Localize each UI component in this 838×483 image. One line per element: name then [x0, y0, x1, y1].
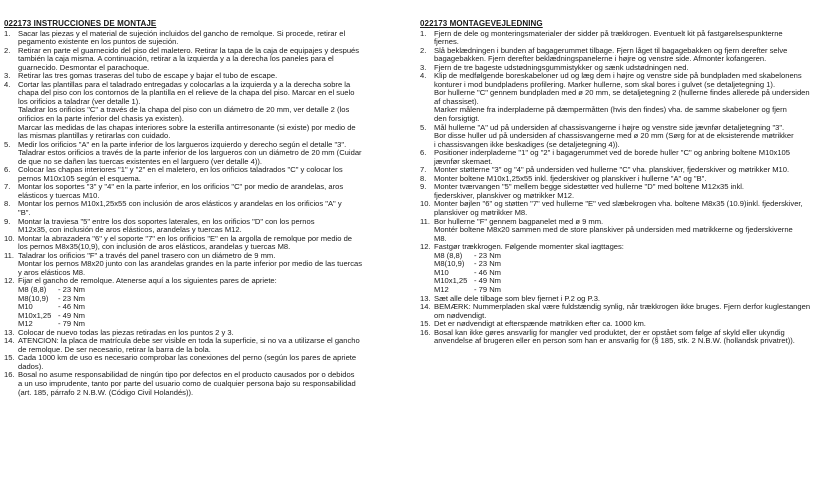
step-number: 13. — [4, 327, 15, 337]
step-item — [4, 47, 412, 73]
step-number: 8. — [4, 199, 11, 209]
torque-bolt: M8 (8,8) — [434, 250, 463, 260]
step-text-line: los orificios a taladrar (ver detalle 1). — [18, 96, 141, 106]
step-text-line: den forsigtigt. — [434, 114, 480, 124]
step-number: 7. — [4, 182, 11, 192]
step-text-line: Sacar las piezas y el material de sujeción incluidos del gancho de remolque. Si procede, retirar el — [18, 28, 346, 38]
step-text-line: Taladrar los orificios "F" a través del panel trasero con un diámetro de 9 mm. — [18, 250, 276, 260]
step-item — [420, 183, 835, 200]
step-text-line: dados). — [18, 361, 44, 371]
step-text-line: Fijar el gancho de remolque. Atenerse aquí a los siguientes pares de apriete: — [18, 276, 277, 286]
step-item — [4, 354, 412, 371]
step-number: 11. — [4, 250, 14, 260]
step-text-line: fjederskiver, planskiver og møtrikker M12. — [434, 190, 575, 200]
step-text-line: (art. 185, párrafo 2 N.B.W. (Código Civil Holandés)). — [18, 387, 194, 397]
step-text-line: de que no se dañen las tuercas existentes en el larguero (ver detalle 4)). — [18, 156, 262, 166]
step-number: 7. — [420, 165, 427, 175]
step-item — [4, 200, 412, 217]
step-text-line: Colocar las chapas interiores "1" y "2" en el maletero, en los orificios taladrados "C" y colocar los — [18, 165, 343, 175]
step-item — [4, 277, 412, 328]
step-item — [4, 183, 412, 200]
step-text-line: Klip de medfølgende boreskabeloner ud og læg dem i højre og venstre side på bundpladen med skabelonens — [434, 71, 802, 81]
step-text-line: Fastgør trækkrogen. Følgende momenter skal iagttages: — [434, 242, 624, 252]
torque-value: - 23 Nm — [474, 259, 502, 269]
step-text-line: Medir los orificios "A" en la parte inferior de los largueros izquierdo y derecho según el detalle "3". — [18, 139, 347, 149]
step-text-line: pernos M10x105 según el esquema. — [18, 173, 141, 183]
danish-steps-list — [420, 30, 835, 346]
torque-bolt: M10 — [434, 267, 449, 277]
torque-bolt: M10x1,25 — [434, 276, 468, 286]
step-text-line: Montar la abrazadera "6" y el soporte "7" en los orificios "E" en la argolla de remolque por medio de — [18, 233, 353, 243]
step-text-line: om nødvendigt. — [434, 310, 487, 320]
step-number: 2. — [420, 45, 427, 55]
spanish-instructions-column — [4, 20, 412, 397]
step-text-line: Montér boltene M8x20 sammen med de store planskiver på undersiden med møtrikkerne og fjederskiverne — [434, 225, 793, 235]
step-text-line: los pernos M8x35(10,9), con inclusión de aros elásticos, arandelas y tuercas M8. — [18, 242, 291, 252]
step-number: 2. — [4, 45, 11, 55]
step-number: 10. — [4, 233, 15, 243]
torque-value: - 23 Nm — [474, 250, 502, 260]
step-text-line: Montar los pernos M8x20 junto con las arandelas grandes en la parte inferior por medio de las tuercas — [18, 259, 363, 269]
torque-value: - 49 Nm — [58, 310, 86, 320]
step-number: 14. — [420, 302, 431, 312]
step-number: 4. — [420, 71, 427, 81]
step-item — [420, 124, 835, 150]
step-number: 11. — [420, 216, 430, 226]
torque-bolt: M10 — [18, 302, 33, 312]
torque-value: - 23 Nm — [58, 293, 86, 303]
step-item — [4, 235, 412, 252]
step-number: 3. — [4, 71, 11, 81]
step-text-line: fjernes. — [434, 37, 459, 47]
step-number: 9. — [420, 182, 427, 192]
step-text-line: elásticos y tuercas M10. — [18, 190, 100, 200]
step-number: 16. — [4, 370, 15, 380]
step-text-line: orificios en la parte inferior del chasis ya existen). — [18, 114, 184, 124]
step-number: 1. — [420, 28, 427, 38]
step-text-line: Colocar de nuevo todas las piezas retiradas en los puntos 2 y 3. — [18, 327, 234, 337]
step-number: 13. — [420, 293, 431, 303]
step-text-line: Mål hullerne "A" ud på undersiden af chassisvangerne i højre og venstre side jævnfør detaljetegning "3". — [434, 122, 785, 132]
step-number: 6. — [420, 148, 427, 158]
step-text-line: Marker målene fra inderpladerne på dæmpermåtten (hvis den findes) vha. de samme skabeloner og fjern — [434, 105, 787, 115]
step-number: 9. — [4, 216, 11, 226]
step-item — [4, 252, 412, 278]
step-text-line: Montar los pernos M10x1,25x55 con inclusión de aros elásticos y arandelas en los orificios "A" y — [18, 199, 342, 209]
step-text-line: konturer i mod bundpladens profilering. Marker hullerne, som skal bores i gulvet (se detaljetegning 1). — [434, 79, 776, 89]
step-text-line: planskiver og møtrikker M8. — [434, 208, 528, 218]
torque-bolt: M12 — [18, 319, 33, 329]
step-text-line: M8. — [434, 233, 447, 243]
step-text-line: Retirar las tres gomas traseras del tubo de escape y bajar el tubo de escape. — [18, 71, 278, 81]
step-text-line: Cortar las plantillas para el taladrado entregadas y colocarlas a la izquierda y a la derecha sobre la — [18, 79, 351, 89]
step-text-line: Sæt alle dele tilbage som blev fjernet i P.2 og P.3. — [434, 293, 601, 303]
step-number: 8. — [420, 173, 427, 183]
step-text-line: Monter bøjlen "6" og støtten "7" ved hullerne "E" ved slæbekrogen vha. boltene M8x35 (10.9)inkl. fjederskiver, — [434, 199, 803, 209]
step-text-line: Bosal no asume responsabilidad de ningún tipo por defectos en el producto causados por o debidos — [18, 370, 355, 380]
step-number: 12. — [4, 276, 15, 286]
step-text-line: BEMÆRK: Nummerpladen skal være fuldstændig synlig, når trækkrogen ikke bruges. Fjern derfor kuglestangen — [434, 302, 811, 312]
step-text-line: Retirar en parte el guarnecido del piso del maletero. Retirar la tapa de la caja de equipajes y después — [18, 45, 360, 55]
step-item — [420, 72, 835, 123]
step-text-line: Bor disse huller ud på undersiden af chassisvangerne med ø 20 mm (Sørg for at de eksisterende møtrikker — [434, 131, 794, 141]
step-text-line: Taladrar estos orificios a través de la parte inferior de los largueros con un diámetro de 20 mm (Cuidar — [18, 148, 362, 158]
step-text-line: Bor hullerne "C" gennem bundpladen med ø 20 mm, se detaljetegning 2 (hullerne findes allerede på undersiden — [434, 88, 810, 98]
step-text-line: Montar la traviesa "5" entre los dos soportes laterales, en los orificios "D" con los pernos — [18, 216, 315, 226]
step-item — [420, 329, 835, 346]
torque-value: - 79 Nm — [58, 319, 86, 329]
step-number: 16. — [420, 327, 431, 337]
step-text-line: ATENCION: la placa de matrícula debe ser visible en toda la superficie, si no va a utilizarse el gancho — [18, 336, 360, 346]
step-text-line: pegamento existente en los puntos de sujeción. — [18, 37, 179, 47]
step-item — [420, 218, 835, 244]
step-text-line: anvendelse af brugeren eller en person som han er ansvarlig for (§ 185, stk. 2 N.B.W. (hollandsk privatret)). — [434, 336, 795, 346]
step-text-line: y aros elásticos M8. — [18, 267, 86, 277]
step-item — [420, 243, 835, 294]
step-text-line: "B". — [18, 208, 31, 218]
step-number: 14. — [4, 336, 15, 346]
step-item — [4, 81, 412, 141]
step-number: 15. — [4, 353, 15, 363]
step-text-line: Fjern de tre bageste udstødningsgummistykker og sænk udstødningen ned. — [434, 62, 689, 72]
danish-heading: 022173 MONTAGEVEJLEDNING — [420, 19, 543, 28]
step-text-line: guarnecido. Desmontar el parachoque. — [18, 62, 150, 72]
step-text-line: Fjern de dele og monteringsmaterialer der sidder på trækkrogen. Eventuelt kit på fastgørelsespunkterne — [434, 28, 783, 38]
step-item — [4, 30, 412, 47]
step-text-line: Det er nødvendigt at efterspænde møtrikken efter ca. 1000 km. — [434, 319, 646, 329]
step-text-line: Positioner inderpladerne "1" og "2" i bagagerummet ved de borede huller "C" og anbring boltene M10x105 — [434, 148, 791, 158]
step-text-line: Taladrar los orificios "C" a través de la chapa del piso con un diámetro de 20 mm, ver detalle 2 (los — [18, 105, 350, 115]
torque-bolt: M8 (8,8) — [18, 284, 47, 294]
step-item — [420, 200, 835, 217]
step-text-line: de remolque. De ser necesario, retirar la barra de la bola. — [18, 344, 211, 354]
torque-table — [434, 252, 501, 295]
step-number: 12. — [420, 242, 431, 252]
danish-instructions-column — [420, 20, 835, 346]
step-text-line: Monter støtterne "3" og "4" på undersiden ved hullerne "C" vha. planskiver, fjederskiver og møtrikker M10. — [434, 165, 790, 175]
step-text-line: Marcar las medidas de las chapas interiores sobre la esterilla antirresonante (si existe) por medio de — [18, 122, 356, 132]
step-text-line: i chassisvangen ikke beskadiges (se detaljetegning 4)). — [434, 139, 620, 149]
torque-value: - 46 Nm — [58, 302, 86, 312]
step-item — [4, 218, 412, 235]
step-number: 10. — [420, 199, 431, 209]
step-text-line: Slå beklædningen i bunden af bagagerummet tilbage. Fjern låget til bagagebakken og fjern derefter selve — [434, 45, 788, 55]
step-text-line: Monter boltene M10x1,25x55 inkl. fjederskiver og planskiver i hullerne "A" og "B". — [434, 173, 707, 183]
step-text-line: Cada 1000 km de uso es necesario comprobar las conexiones del perno (según los pares de apriete — [18, 353, 357, 363]
step-item — [420, 149, 835, 166]
torque-bolt: M8(10,9) — [18, 293, 49, 303]
step-text-line: Bor hullerne "F" gennem bagpanelet med ø 9 mm. — [434, 216, 604, 226]
torque-bolt: M8(10,9) — [434, 259, 465, 269]
torque-value: - 23 Nm — [58, 284, 86, 294]
step-item — [4, 166, 412, 183]
step-text-line: bagagebakken. Fjern derefter beklædningspanelerne i højre og venstre side. Afmonter kofangeren. — [434, 54, 767, 64]
step-text-line: también la caja misma. A continuación, retirar a la izquierda y a la derecha los paneles para el — [18, 54, 334, 64]
step-number: 5. — [4, 139, 11, 149]
step-number: 6. — [4, 165, 11, 175]
step-number: 4. — [4, 79, 11, 89]
step-text-line: Monter tværvangen "5" mellem begge sidestøtter ved hullerne "D" med boltene M12x35 inkl. — [434, 182, 745, 192]
torque-value: - 46 Nm — [474, 267, 502, 277]
step-number: 15. — [420, 319, 431, 329]
step-item — [4, 371, 412, 397]
torque-bolt: M12 — [434, 284, 449, 294]
torque-bolt: M10x1,25 — [18, 310, 52, 320]
step-item — [420, 30, 835, 47]
step-text-line: af chassiset). — [434, 96, 479, 106]
step-number: 3. — [420, 62, 427, 72]
step-text-line: Bosal kan ikke gøres ansvarlig for mangler ved produktet, der er opstået som følge af skyld eller ukyndig — [434, 327, 785, 337]
step-number: 5. — [420, 122, 427, 132]
step-item — [4, 141, 412, 167]
step-text-line: Montar los soportes "3" y "4" en la parte inferior, en los orificios "C" por medio de arandelas, aros — [18, 182, 344, 192]
torque-value: - 49 Nm — [474, 276, 502, 286]
step-text-line: chapa del piso con los contornos de la plantilla en el relieve de la chapa del piso. Marcar en el suelo — [18, 88, 355, 98]
step-text-line: a un uso imprudente, tanto por parte del usuario como de cualquier persona bajo su responsabilidad — [18, 378, 356, 388]
step-item — [4, 337, 412, 354]
torque-value: - 79 Nm — [474, 284, 502, 294]
spanish-steps-list — [4, 30, 412, 398]
step-text-line: las mismas plantillas y retirarlas con cuidado. — [18, 131, 171, 141]
step-text-line: jævnfør skemaet. — [434, 156, 493, 166]
step-text-line: M12x35, con inclusión de aros elásticos, arandelas y tuercas M12. — [18, 225, 242, 235]
torque-table — [18, 286, 85, 329]
step-item — [420, 303, 835, 320]
step-number: 1. — [4, 28, 11, 38]
spanish-heading: 022173 INSTRUCCIONES DE MONTAJE — [4, 19, 157, 28]
step-item — [420, 47, 835, 64]
